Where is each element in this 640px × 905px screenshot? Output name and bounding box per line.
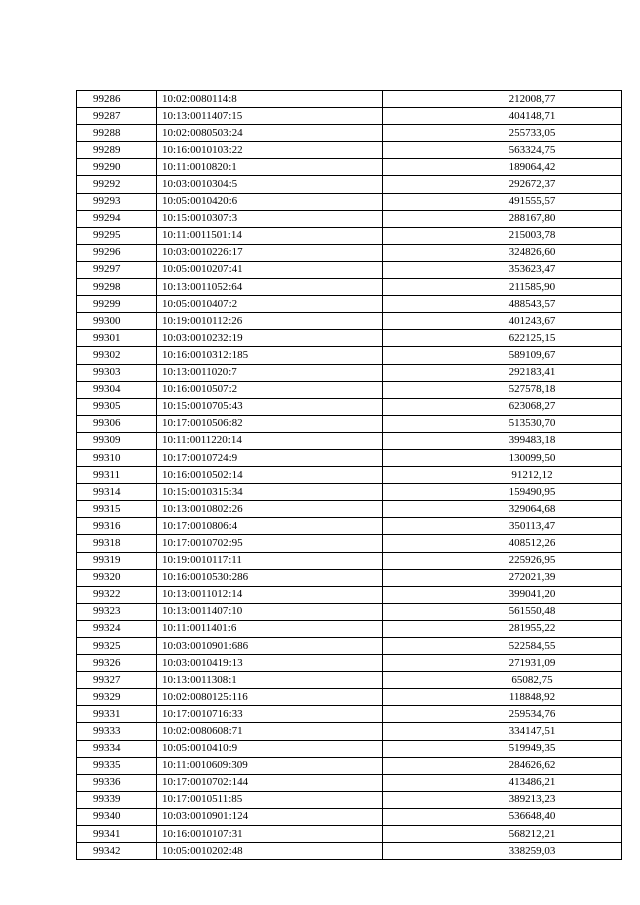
row-amount-cell: 622125,15 — [383, 330, 622, 347]
row-id-cell: 99298 — [77, 279, 157, 296]
row-code-cell: 10:05:0010207:41 — [157, 261, 383, 278]
row-code-cell: 10:16:0010107:31 — [157, 826, 383, 843]
row-id-cell: 99341 — [77, 826, 157, 843]
table-row — [77, 108, 622, 125]
row-id-cell: 99318 — [77, 535, 157, 552]
row-amount-cell: 350113,47 — [383, 518, 622, 535]
table-row — [77, 364, 622, 381]
row-code-cell: 10:17:0010511:85 — [157, 791, 383, 808]
table-row — [77, 176, 622, 193]
row-amount-cell: 527578,18 — [383, 381, 622, 398]
table-row — [77, 279, 622, 296]
row-amount-cell: 404148,71 — [383, 108, 622, 125]
row-amount-cell: 563324,75 — [383, 142, 622, 159]
row-code-cell: 10:16:0010312:185 — [157, 347, 383, 364]
row-amount-cell: 329064,68 — [383, 501, 622, 518]
table-row — [77, 227, 622, 244]
row-code-cell: 10:03:0010901:124 — [157, 808, 383, 825]
row-id-cell: 99303 — [77, 364, 157, 381]
row-id-cell: 99315 — [77, 501, 157, 518]
row-amount-cell: 118848,92 — [383, 689, 622, 706]
row-amount-cell: 288167,80 — [383, 210, 622, 227]
table-row — [77, 672, 622, 689]
row-code-cell: 10:17:0010806:4 — [157, 518, 383, 535]
row-amount-cell: 408512,26 — [383, 535, 622, 552]
row-code-cell: 10:17:0010716:33 — [157, 706, 383, 723]
row-amount-cell: 292183,41 — [383, 364, 622, 381]
row-amount-cell: 589109,67 — [383, 347, 622, 364]
row-code-cell: 10:16:0010502:14 — [157, 467, 383, 484]
row-amount-cell: 211585,90 — [383, 279, 622, 296]
row-id-cell: 99290 — [77, 159, 157, 176]
row-id-cell: 99287 — [77, 108, 157, 125]
row-amount-cell: 212008,77 — [383, 91, 622, 108]
row-code-cell: 10:11:0011501:14 — [157, 227, 383, 244]
table-row — [77, 740, 622, 757]
table-row — [77, 552, 622, 569]
row-id-cell: 99304 — [77, 381, 157, 398]
table-row — [77, 449, 622, 466]
row-id-cell: 99340 — [77, 808, 157, 825]
row-amount-cell: 561550,48 — [383, 603, 622, 620]
row-code-cell: 10:17:0010506:82 — [157, 415, 383, 432]
row-code-cell: 10:13:0011407:15 — [157, 108, 383, 125]
row-id-cell: 99310 — [77, 449, 157, 466]
table-row — [77, 125, 622, 142]
row-code-cell: 10:03:0010419:13 — [157, 655, 383, 672]
row-code-cell: 10:16:0010507:2 — [157, 381, 383, 398]
row-amount-cell: 338259,03 — [383, 843, 622, 860]
table-row — [77, 193, 622, 210]
table-row — [77, 244, 622, 261]
row-id-cell: 99335 — [77, 757, 157, 774]
row-code-cell: 10:11:0010820:1 — [157, 159, 383, 176]
table-row — [77, 518, 622, 535]
row-id-cell: 99301 — [77, 330, 157, 347]
table-row — [77, 432, 622, 449]
row-id-cell: 99324 — [77, 620, 157, 637]
table-row — [77, 757, 622, 774]
row-code-cell: 10:13:0011052:64 — [157, 279, 383, 296]
row-code-cell: 10:17:0010702:95 — [157, 535, 383, 552]
row-amount-cell: 623068,27 — [383, 398, 622, 415]
table-row — [77, 774, 622, 791]
row-id-cell: 99296 — [77, 244, 157, 261]
row-amount-cell: 353623,47 — [383, 261, 622, 278]
row-id-cell: 99323 — [77, 603, 157, 620]
row-id-cell: 99334 — [77, 740, 157, 757]
row-id-cell: 99294 — [77, 210, 157, 227]
row-id-cell: 99293 — [77, 193, 157, 210]
table-row — [77, 210, 622, 227]
row-code-cell: 10:05:0010420:6 — [157, 193, 383, 210]
row-id-cell: 99305 — [77, 398, 157, 415]
row-id-cell: 99311 — [77, 467, 157, 484]
row-id-cell: 99309 — [77, 432, 157, 449]
row-amount-cell: 324826,60 — [383, 244, 622, 261]
row-amount-cell: 189064,42 — [383, 159, 622, 176]
row-code-cell: 10:03:0010226:17 — [157, 244, 383, 261]
table-row — [77, 159, 622, 176]
row-amount-cell: 522584,55 — [383, 638, 622, 655]
table-row — [77, 569, 622, 586]
row-id-cell: 99326 — [77, 655, 157, 672]
row-code-cell: 10:13:0011012:14 — [157, 586, 383, 603]
row-amount-cell: 536648,40 — [383, 808, 622, 825]
row-code-cell: 10:15:0010307:3 — [157, 210, 383, 227]
table-row — [77, 826, 622, 843]
row-code-cell: 10:02:0080125:116 — [157, 689, 383, 706]
table-row — [77, 808, 622, 825]
table-row — [77, 723, 622, 740]
row-amount-cell: 399483,18 — [383, 432, 622, 449]
row-amount-cell: 401243,67 — [383, 313, 622, 330]
row-amount-cell: 334147,51 — [383, 723, 622, 740]
row-id-cell: 99329 — [77, 689, 157, 706]
row-amount-cell: 259534,76 — [383, 706, 622, 723]
row-id-cell: 99289 — [77, 142, 157, 159]
row-id-cell: 99292 — [77, 176, 157, 193]
row-amount-cell: 215003,78 — [383, 227, 622, 244]
table-row — [77, 638, 622, 655]
table-row — [77, 603, 622, 620]
row-code-cell: 10:03:0010304:5 — [157, 176, 383, 193]
row-id-cell: 99306 — [77, 415, 157, 432]
table-row — [77, 415, 622, 432]
row-id-cell: 99316 — [77, 518, 157, 535]
table-row — [77, 501, 622, 518]
table-row — [77, 330, 622, 347]
table-row — [77, 586, 622, 603]
row-amount-cell: 568212,21 — [383, 826, 622, 843]
row-code-cell: 10:02:0080114:8 — [157, 91, 383, 108]
row-amount-cell: 255733,05 — [383, 125, 622, 142]
row-code-cell: 10:17:0010702:144 — [157, 774, 383, 791]
row-id-cell: 99325 — [77, 638, 157, 655]
row-id-cell: 99319 — [77, 552, 157, 569]
row-amount-cell: 488543,57 — [383, 296, 622, 313]
row-amount-cell: 284626,62 — [383, 757, 622, 774]
row-amount-cell: 389213,23 — [383, 791, 622, 808]
table-row — [77, 655, 622, 672]
row-id-cell: 99336 — [77, 774, 157, 791]
table-body — [77, 91, 622, 860]
table-row — [77, 791, 622, 808]
table-row — [77, 381, 622, 398]
row-code-cell: 10:13:0011308:1 — [157, 672, 383, 689]
row-amount-cell: 413486,21 — [383, 774, 622, 791]
data-table — [76, 90, 622, 860]
row-id-cell: 99322 — [77, 586, 157, 603]
row-code-cell: 10:17:0010724:9 — [157, 449, 383, 466]
row-id-cell: 99327 — [77, 672, 157, 689]
table-row — [77, 843, 622, 860]
row-id-cell: 99342 — [77, 843, 157, 860]
table-row — [77, 484, 622, 501]
row-amount-cell: 292672,37 — [383, 176, 622, 193]
table-row — [77, 398, 622, 415]
row-amount-cell: 271931,09 — [383, 655, 622, 672]
row-amount-cell: 513530,70 — [383, 415, 622, 432]
row-code-cell: 10:11:0010609:309 — [157, 757, 383, 774]
row-id-cell: 99286 — [77, 91, 157, 108]
row-code-cell: 10:13:0011020:7 — [157, 364, 383, 381]
row-code-cell: 10:19:0010112:26 — [157, 313, 383, 330]
row-code-cell: 10:02:0080608:71 — [157, 723, 383, 740]
row-code-cell: 10:05:0010407:2 — [157, 296, 383, 313]
row-code-cell: 10:03:0010901:686 — [157, 638, 383, 655]
table-row — [77, 689, 622, 706]
row-amount-cell: 91212,12 — [383, 467, 622, 484]
row-code-cell: 10:15:0010315:34 — [157, 484, 383, 501]
row-amount-cell: 65082,75 — [383, 672, 622, 689]
row-id-cell: 99333 — [77, 723, 157, 740]
table-row — [77, 91, 622, 108]
row-amount-cell: 491555,57 — [383, 193, 622, 210]
row-id-cell: 99295 — [77, 227, 157, 244]
row-code-cell: 10:02:0080503:24 — [157, 125, 383, 142]
row-code-cell: 10:11:0011220:14 — [157, 432, 383, 449]
row-code-cell: 10:05:0010410:9 — [157, 740, 383, 757]
row-id-cell: 99331 — [77, 706, 157, 723]
row-amount-cell: 281955,22 — [383, 620, 622, 637]
row-amount-cell: 225926,95 — [383, 552, 622, 569]
table-row — [77, 467, 622, 484]
row-id-cell: 99297 — [77, 261, 157, 278]
table-row — [77, 296, 622, 313]
row-id-cell: 99299 — [77, 296, 157, 313]
table-row — [77, 620, 622, 637]
row-amount-cell: 272021,39 — [383, 569, 622, 586]
row-id-cell: 99302 — [77, 347, 157, 364]
row-code-cell: 10:16:0010530:286 — [157, 569, 383, 586]
table-row — [77, 261, 622, 278]
row-code-cell: 10:19:0010117:11 — [157, 552, 383, 569]
table-row — [77, 142, 622, 159]
row-code-cell: 10:03:0010232:19 — [157, 330, 383, 347]
row-id-cell: 99339 — [77, 791, 157, 808]
row-amount-cell: 519949,35 — [383, 740, 622, 757]
table-row — [77, 313, 622, 330]
row-id-cell: 99300 — [77, 313, 157, 330]
row-code-cell: 10:05:0010202:48 — [157, 843, 383, 860]
row-id-cell: 99320 — [77, 569, 157, 586]
row-amount-cell: 159490,95 — [383, 484, 622, 501]
row-code-cell: 10:13:0010802:26 — [157, 501, 383, 518]
row-code-cell: 10:13:0011407:10 — [157, 603, 383, 620]
row-amount-cell: 399041,20 — [383, 586, 622, 603]
row-code-cell: 10:15:0010705:43 — [157, 398, 383, 415]
row-id-cell: 99288 — [77, 125, 157, 142]
table-row — [77, 347, 622, 364]
table-row — [77, 706, 622, 723]
table-row — [77, 535, 622, 552]
row-code-cell: 10:16:0010103:22 — [157, 142, 383, 159]
row-id-cell: 99314 — [77, 484, 157, 501]
row-code-cell: 10:11:0011401:6 — [157, 620, 383, 637]
row-amount-cell: 130099,50 — [383, 449, 622, 466]
